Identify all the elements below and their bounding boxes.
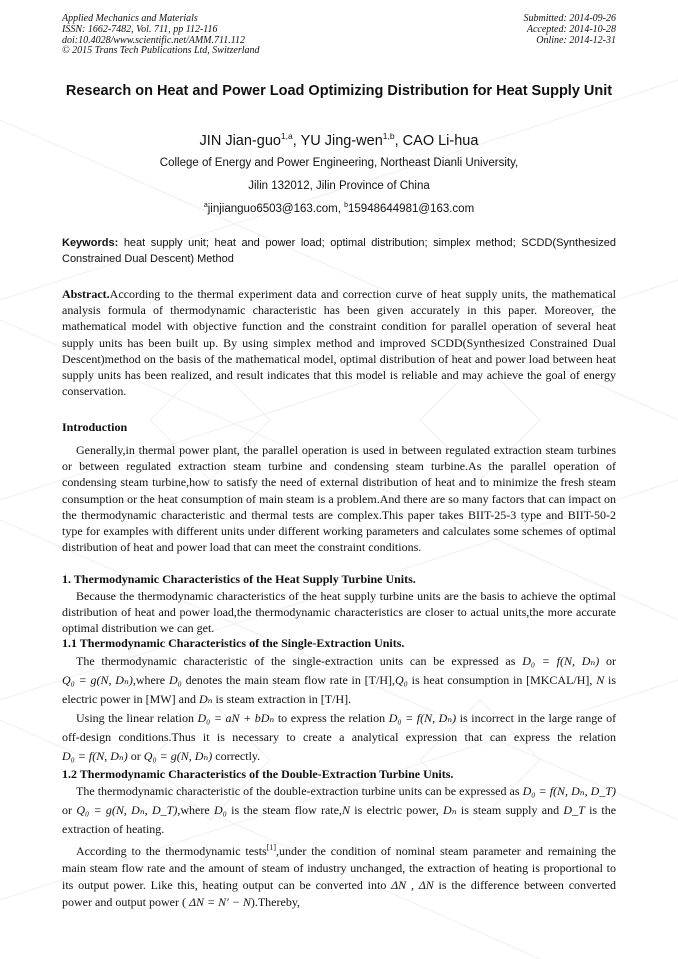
math-symbol: D₀ [168, 673, 182, 687]
author-superscript: 1,a [280, 131, 293, 141]
keywords-text: heat supply unit; heat and power load; optimal distribution; simplex method; SCDD(Synthesized Constrained Dual Descent) Method [62, 237, 616, 265]
text-run: is the difference between converted power and output power ( [62, 878, 617, 909]
author-name: YU Jing-wen [300, 132, 383, 149]
text-run: correctly. [215, 749, 261, 763]
email-superscript: b [344, 202, 349, 209]
equation: ΔN = N′ − N [188, 895, 251, 909]
online-date: Online: 2014-12-31 [536, 34, 616, 46]
equation: Q₀ = g(N, Dₙ, D_T) [76, 803, 178, 817]
accepted-date: Accepted: 2014-10-28 [526, 23, 616, 35]
journal-info [62, 14, 260, 57]
text-run: or [606, 654, 617, 668]
text-run: The thermodynamic characteristic of the double-extraction turbine units can be expressed as [76, 784, 520, 798]
email-address: 15948644981@163.com [348, 202, 475, 215]
text-run: ,under the condition of nominal steam parameter and remaining the main steam flow rate and the amount of steam of industry unchanged, the extraction of heating is proportional to its output power. Like this, heating output can be converted into [62, 844, 616, 892]
equation: D₀ = f(N, Dₙ, D_T) [522, 784, 617, 798]
journal-name: Applied Mechanics and Materials [62, 13, 198, 24]
math-symbol: Q₀ [395, 673, 408, 687]
subsection-heading: 1.1 Thermodynamic Characteristics of the Single-Extraction Units. [62, 636, 405, 650]
submitted-date: Submitted: 2014-09-26 [523, 13, 616, 24]
text-run: ,where [177, 803, 210, 817]
author-list: JIN Jian-guo$^{1,a}$, YU Jing-wen$^{1,b}$, CAO Li-hua [199, 131, 479, 149]
equation: ΔN , ΔN [391, 878, 434, 892]
intro-paragraph: Generally,in thermal power plant, the parallel operation is used in between regulated extraction steam turbines or between regulated extraction steam turbine and condensing steam turbine.As the parallel operation of condensing steam turbine,how to satisfy the need of external distribution of heat and to minimize the fresh steam consumption or the heat consumption of main steam is a problem.And there are so many factors that can impact on the thermodynamic characteristic and thermal tests are complex.This paper takes BIIT-25-3 type and BIIT-50-2 type for examples with different units under different working parameters and calculates some schemes of optimal distribution of heat and power load that can meet the constraint conditions. [62, 443, 616, 555]
equation: D₀ = f(N, Dₙ) [388, 711, 457, 725]
author-superscript: 1,b [382, 131, 395, 141]
keywords-label: Keywords: [62, 237, 119, 249]
text-run: ,where [132, 673, 166, 687]
text-run: is steam extraction in [T/H]. [215, 692, 352, 706]
equation: D₀ = f(N, Dₙ) [62, 749, 128, 763]
abstract-label: Abstract. [62, 287, 110, 301]
section11-paragraph1 [62, 652, 616, 709]
text-run: According to the thermodynamic tests [76, 844, 267, 858]
author-name: JIN Jian-guo [199, 132, 281, 149]
equation: D₀ = aN + bDₙ [197, 711, 275, 725]
copyright-line: © 2015 Trans Tech Publications Ltd, Switzerland [62, 45, 260, 57]
equation: Q₀ = g(N, Dₙ) [143, 749, 213, 763]
text-run: is electric power in [MW] and [62, 673, 617, 706]
section12-paragraph1 [62, 782, 616, 839]
doi-line: doi:10.4028/www.scientific.net/AMM.711.112 [62, 34, 246, 46]
math-symbol: D₀ [213, 803, 227, 817]
text-run: ).Thereby, [250, 895, 301, 909]
text-run: Using the linear relation [76, 711, 194, 725]
text-run: denotes the main steam flow rate in [T/H], [185, 673, 395, 687]
text-run: or [130, 749, 141, 763]
affiliation-line: Jilin 132012, Jilin Province of China [248, 180, 430, 192]
equation: D₀ = f(N, Dₙ) [522, 654, 600, 668]
text-run: is electric power, [354, 803, 439, 817]
math-symbol: Dₙ [443, 803, 457, 817]
text-run: is steam supply and [460, 803, 560, 817]
abstract-text: According to the thermal experiment data and correction curve of heat supply units, the mathematical analysis formula of thermodynamic characteristic has been given accurately in this paper. Moreover, the mathematical model with objective function and the constraint condition for parallel operation of several heat supply units has been built up. By using simplex method and improved SCDD(Synthesized Constrained Dual Descent)method on the basis of the mathematical model, optimal distribution of heat and power load between heat supply units has been realized, and result indicates that this model is reliable and may achieve the goal of energy conservation. [62, 287, 616, 399]
math-symbol: N [596, 673, 605, 687]
author-emails [62, 202, 616, 215]
issn-line: ISSN: 1662-7482, Vol. 711, pp 112-116 [62, 23, 218, 35]
email-address: jinjianguo6503@163.com, [207, 202, 341, 215]
citation-ref: [1] [266, 843, 277, 852]
section-heading: 1. Thermodynamic Characteristics of the Heat Supply Turbine Units. [62, 572, 416, 586]
paper-title: Research on Heat and Power Load Optimizing Distribution for Heat Supply Unit [65, 83, 613, 99]
email-superscript: a [203, 202, 208, 209]
author-name: CAO Li-hua [402, 132, 479, 149]
text-run: The thermodynamic characteristic of the single-extraction units can be expressed as [76, 654, 516, 668]
publication-dates [524, 14, 617, 46]
math-symbol: Dₙ [198, 692, 213, 706]
math-symbol: N [341, 803, 350, 817]
text-run: is the steam flow rate, [231, 803, 342, 817]
keywords-block [62, 236, 616, 267]
affiliation-line: College of Energy and Power Engineering, Northeast Dianli University, [159, 157, 519, 169]
subsection-heading: 1.2 Thermodynamic Characteristics of the Double-Extraction Turbine Units. [62, 767, 454, 781]
text-run: is incorrect in the large range of off-design conditions.Thus it is necessary to create a analytical expression that can express the relation [62, 711, 617, 744]
section1-paragraph: Because the thermodynamic characteristics of the heat supply turbine units are the basis to achieve the optimal distribution of heat and power load,the thermodynamic characteristics are closer to actual units,the more accurate optimal distribution we can get. [62, 589, 616, 636]
abstract-block [62, 286, 616, 399]
text-run: or [62, 803, 72, 817]
text-run: is heat consumption in [MKCAL/H], [411, 673, 593, 687]
section11-paragraph2 [62, 709, 616, 766]
equation: Q₀ = g(N, Dₙ) [62, 673, 133, 687]
section12-paragraph2 [62, 839, 616, 911]
text-run: is the extraction of heating. [62, 803, 617, 836]
math-symbol: D_T [563, 803, 585, 817]
text-run: to express the relation [277, 711, 386, 725]
section-heading: Introduction [62, 420, 128, 434]
